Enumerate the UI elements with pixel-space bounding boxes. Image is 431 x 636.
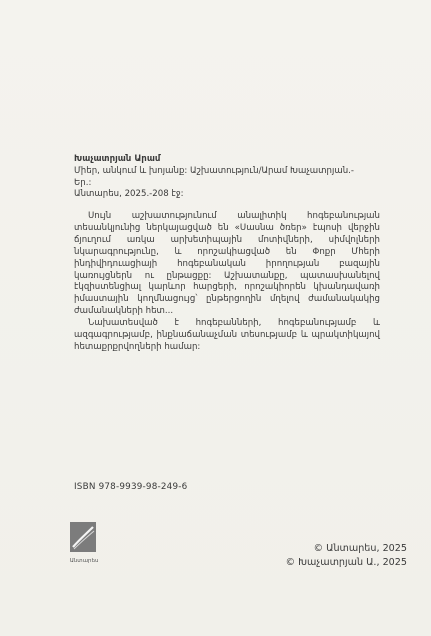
- catalog-line-2: Անտարես, 2025.-208 էջ:: [74, 189, 184, 200]
- copyright-line-2: © Խաչատրյան Ա., 2025: [285, 556, 407, 568]
- catalog-line-1: Միեր, անկում և խոյանք: Աշխատություն/Արամ Խաչատրյան.- Եր.:: [74, 165, 354, 188]
- copyright-line-1: © Անտարես, 2025: [313, 543, 407, 554]
- annotation-paragraph-2: Նախատեսված է հոգեբանների, հոգեբանությամբ և ազգագրությամբ, ինքնաճանաչման տեսությամբ և պրակտիկայով հետաքրքրվողների համար:: [74, 318, 380, 352]
- publisher-logo: [64, 522, 104, 574]
- catalog-author: Խաչատրյան Արամ: [74, 154, 161, 164]
- catalog-entry: [74, 154, 374, 201]
- publisher-logo-caption: Անտարես: [69, 558, 99, 564]
- publisher-logo-icon: [70, 522, 96, 552]
- annotation: [74, 211, 380, 354]
- copyright: [286, 542, 407, 569]
- isbn: ISBN 978-9939-98-249-6: [74, 482, 188, 492]
- annotation-paragraph-1: Սույն աշխատությունում անալիտիկ հոգեբանության տեսանկյունից ներկայացված են «Սասնա ծռեր» էպոսի վերջին ճյուղում առկա արխետիպային մոտիվների, սիմվոլների նկարագրությունը, և որոշակիացված են Փոքր Մհերի ինդիվիդուացիայի հոգեբանական իրողության բազային կառույցներն ու ընթացքը: Աշխատանքը, պատասխանելով էկզիստենցիալ կարևոր հարցերի, որոշակիորեն կխանդավառի իմաստային կողմնացույց՝ ընթերցողին մղելով ժամանակակից ժամանակների հետ...: [74, 211, 380, 317]
